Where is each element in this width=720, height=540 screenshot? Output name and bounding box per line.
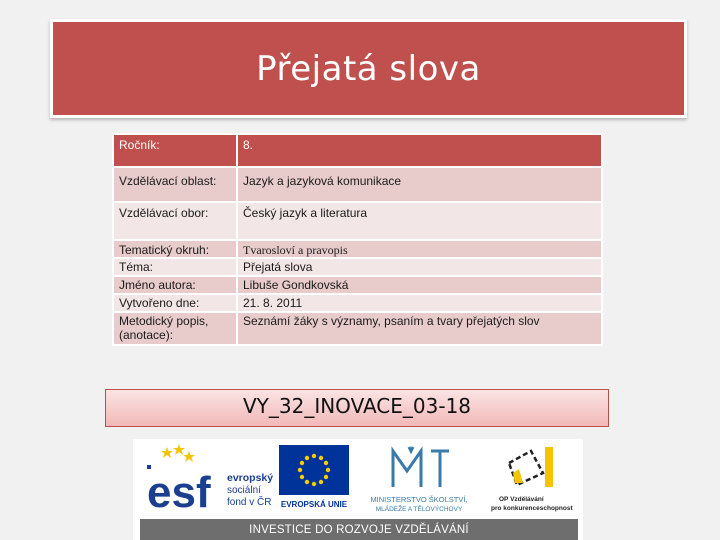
esf-stars-icon [161,444,195,462]
row-label: Ročník: [113,134,237,167]
row-label: Tematický okruh: [113,240,237,258]
row-value: Jazyk a jazyková komunikace [237,167,602,202]
row-value: Seznámí žáky s významy, psaním a tvary přejatých slov [237,312,602,345]
table-row [113,312,602,345]
row-value: 8. [237,134,602,167]
msmt-line-1: MINISTERSTVO ŠKOLSTVÍ, [370,495,468,504]
logo-strip [133,439,583,540]
row-label: Jméno autora: [113,276,237,294]
material-code-box [105,389,609,427]
row-label: Metodický popis, (anotace): [113,312,237,345]
esf-logo [141,439,273,517]
op-line-2: pro konkurenceschopnost [491,505,573,512]
page-title: Přejatá slova [256,48,481,89]
table-row [113,167,602,202]
investment-banner [140,519,578,540]
esf-line-3: fond v ČR [227,497,272,508]
table-row [113,202,602,240]
msmt-line-2: MLÁDEŽE A TĚLOVÝCHOVY [375,506,463,513]
eu-caption: EVROPSKÁ UNIE [280,500,348,509]
info-table [112,133,603,346]
table-row [113,294,602,312]
op-vk-logo [485,439,577,517]
op-line-1: OP Vzdělávání [499,496,544,503]
esf-line-2: sociální [227,485,261,496]
table-row [113,258,602,276]
row-label: Vzdělávací oblast: [113,167,237,202]
row-label: Vytvořeno dne: [113,294,237,312]
row-value: 21. 8. 2011 [237,294,602,312]
esf-mark: esf [147,468,211,517]
table-row [113,134,602,167]
table-row [113,240,602,258]
row-value: Libuše Gondkovská [237,276,602,294]
title-banner [50,19,687,118]
row-value: Přejatá slova [237,258,602,276]
row-label: Vzdělávací obor: [113,202,237,240]
material-code: VY_32_INOVACE_03-18 [242,394,472,418]
esf-line-1: evropský [227,472,273,484]
row-label: Téma: [113,258,237,276]
eu-flag-logo [275,439,353,517]
row-value: Český jazyk a literatura [237,202,602,240]
investment-banner-text: INVESTICE DO ROZVOJE VZDĚLÁVÁNÍ [249,523,469,536]
row-value: Tvarosloví a pravopis [237,240,602,258]
msmt-symbol-icon [393,447,449,487]
op-vk-symbol-icon [509,447,553,487]
eu-flag-icon [279,445,349,495]
table-row [113,276,602,294]
msmt-logo [355,439,483,517]
